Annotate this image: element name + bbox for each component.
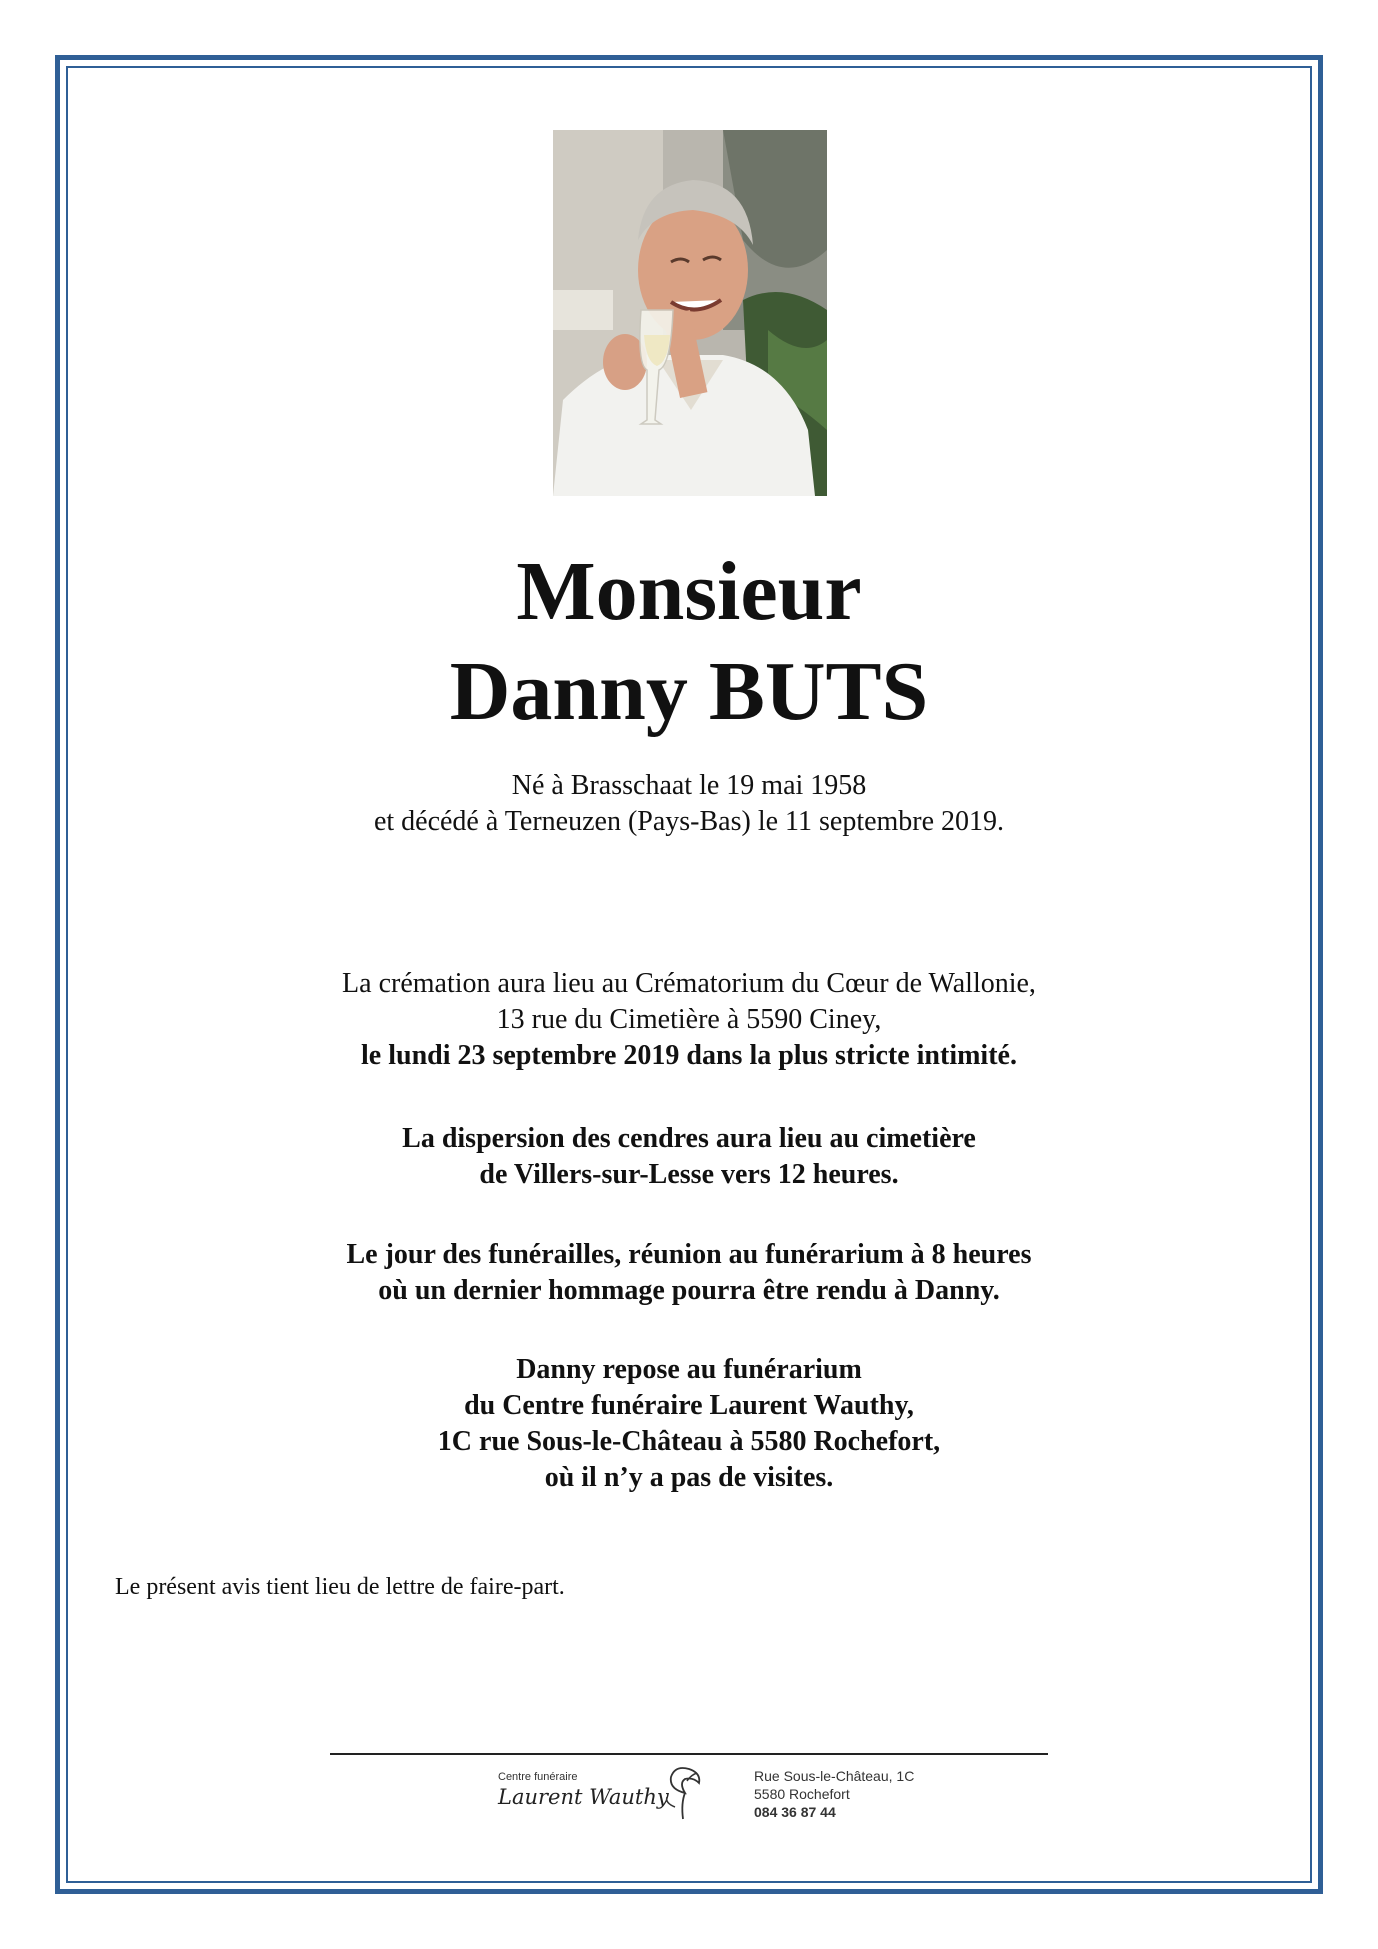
repose-info	[0, 1352, 1378, 1496]
death-line: et décédé à Terneuzen (Pays-Bas) le 11 septembre 2019.	[373, 806, 1005, 837]
dispersion-info	[0, 1121, 1378, 1193]
dispersion-line-2: de Villers-sur-Lesse vers 12 heures.	[479, 1159, 899, 1190]
birth-line: Né à Brasschaat le 19 mai 1958	[511, 770, 867, 801]
portrait-photo	[553, 130, 827, 496]
address-street: Rue Sous-le-Château, 1C	[754, 1768, 915, 1784]
logo-subtitle: Centre funéraire	[498, 1771, 578, 1783]
phone-number: 084 36 87 44	[754, 1804, 836, 1820]
address-city: 5580 Rochefort	[754, 1786, 850, 1802]
title-monsieur: Monsieur	[516, 545, 862, 638]
cremation-line-2: 13 rue du Cimetière à 5590 Ciney,	[496, 1004, 882, 1035]
cremation-line-1: La crémation aura lieu au Crématorium du Cœur de Wallonie,	[342, 968, 1036, 999]
repose-line-4: où il n’y a pas de visites.	[544, 1462, 834, 1493]
funeral-home-address	[754, 1767, 914, 1821]
repose-line-3: 1C rue Sous-le-Château à 5580 Rochefort,	[437, 1426, 941, 1457]
repose-line-1: Danny repose au funérarium	[516, 1354, 862, 1385]
title-name: Danny BUTS	[449, 645, 929, 738]
funerals-info	[0, 1237, 1378, 1309]
footer-divider	[330, 1753, 1048, 1755]
notice-text: Le présent avis tient lieu de lettre de faire-part.	[115, 1574, 565, 1600]
calla-lily-icon	[663, 1763, 705, 1821]
funeral-home-logo	[488, 1759, 936, 1823]
cremation-date: le lundi 23 septembre 2019 dans la plus stricte intimité.	[361, 1040, 1017, 1071]
repose-line-2: du Centre funéraire Laurent Wauthy,	[464, 1390, 914, 1421]
birth-death-info	[0, 768, 1378, 840]
cremation-info	[0, 966, 1378, 1074]
dispersion-line-1: La dispersion des cendres aura lieu au cimetière	[402, 1123, 976, 1154]
funerals-line-2: où un dernier hommage pourra être rendu à Danny.	[378, 1275, 1000, 1306]
logo-name: Laurent Wauthy	[498, 1785, 669, 1809]
funerals-line-1: Le jour des funérailles, réunion au funérarium à 8 heures	[346, 1239, 1032, 1270]
